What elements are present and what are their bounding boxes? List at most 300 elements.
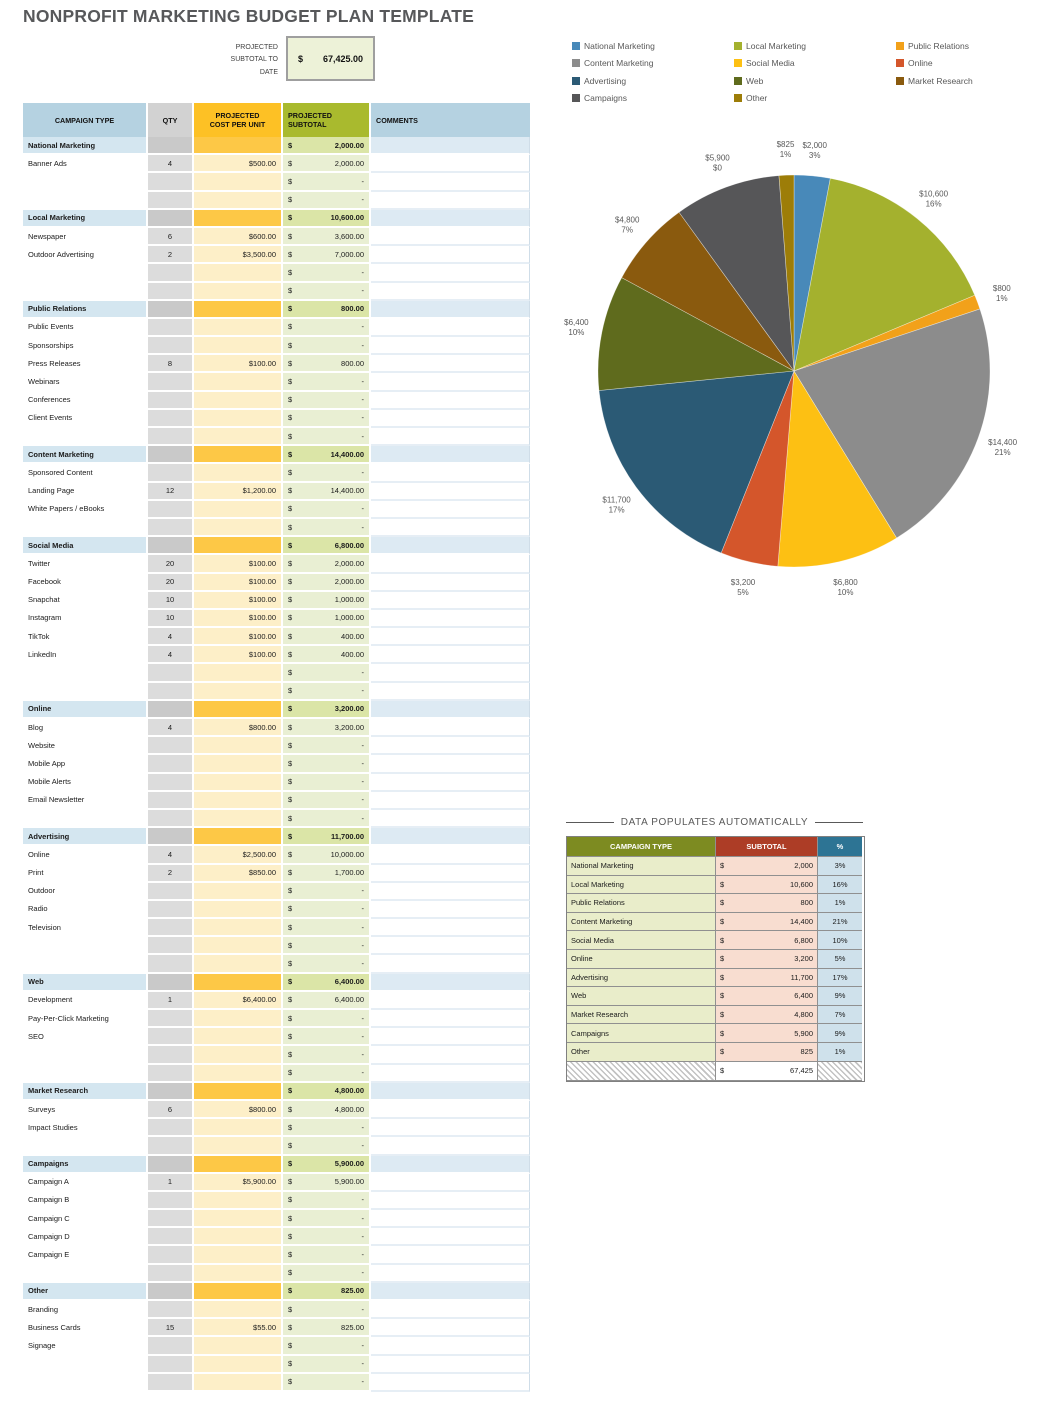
campaign-type-cell[interactable]: Other: [23, 1283, 148, 1301]
subtotal-cell[interactable]: [283, 446, 371, 464]
comments-cell[interactable]: [371, 464, 530, 482]
cost-per-unit-cell[interactable]: [194, 1119, 283, 1137]
comments-cell[interactable]: [371, 883, 530, 901]
cost-per-unit-cell[interactable]: [194, 428, 283, 446]
campaign-type-cell[interactable]: Campaign B: [23, 1192, 148, 1210]
campaign-type-cell[interactable]: Branding: [23, 1301, 148, 1319]
subtotal-cell[interactable]: [283, 664, 371, 682]
cost-per-unit-cell[interactable]: [194, 137, 283, 155]
cost-per-unit-cell[interactable]: $100.00: [194, 574, 283, 592]
subtotal-cell[interactable]: [283, 137, 371, 155]
subtotal-cell[interactable]: [283, 410, 371, 428]
cost-per-unit-cell[interactable]: [194, 1010, 283, 1028]
subtotal-cell[interactable]: [283, 1265, 371, 1283]
comments-cell[interactable]: [371, 1137, 530, 1155]
qty-cell[interactable]: [148, 446, 194, 464]
cost-per-unit-cell[interactable]: $800.00: [194, 1101, 283, 1119]
qty-cell[interactable]: [148, 737, 194, 755]
campaign-type-cell[interactable]: Landing Page: [23, 483, 148, 501]
subtotal-cell[interactable]: [283, 301, 371, 319]
comments-cell[interactable]: [371, 246, 530, 264]
campaign-type-cell[interactable]: Newspaper: [23, 228, 148, 246]
qty-cell[interactable]: [148, 1046, 194, 1064]
campaign-type-cell[interactable]: Outdoor: [23, 883, 148, 901]
qty-cell[interactable]: [148, 1083, 194, 1101]
comments-cell[interactable]: [371, 392, 530, 410]
header-subtotal[interactable]: PROJECTED SUBTOTAL: [283, 103, 371, 137]
subtotal-cell[interactable]: [283, 974, 371, 992]
subtotal-cell[interactable]: [283, 228, 371, 246]
comments-cell[interactable]: [371, 628, 530, 646]
qty-cell[interactable]: [148, 264, 194, 282]
cost-per-unit-cell[interactable]: [194, 1374, 283, 1392]
campaign-type-cell[interactable]: Outdoor Advertising: [23, 246, 148, 264]
cost-per-unit-cell[interactable]: [194, 1137, 283, 1155]
qty-cell[interactable]: [148, 683, 194, 701]
cost-per-unit-cell[interactable]: $500.00: [194, 155, 283, 173]
campaign-type-cell[interactable]: [23, 1046, 148, 1064]
comments-cell[interactable]: [371, 373, 530, 391]
comments-cell[interactable]: [371, 1337, 530, 1355]
subtotal-cell[interactable]: [283, 464, 371, 482]
subtotal-cell[interactable]: [283, 355, 371, 373]
cost-per-unit-cell[interactable]: $800.00: [194, 719, 283, 737]
comments-cell[interactable]: [371, 646, 530, 664]
header-qty[interactable]: QTY: [148, 103, 194, 137]
campaign-type-cell[interactable]: [23, 428, 148, 446]
qty-cell[interactable]: [148, 1265, 194, 1283]
qty-cell[interactable]: [148, 319, 194, 337]
cost-per-unit-cell[interactable]: $100.00: [194, 646, 283, 664]
campaign-type-cell[interactable]: Blog: [23, 719, 148, 737]
comments-cell[interactable]: [371, 1119, 530, 1137]
subtotal-cell[interactable]: [283, 719, 371, 737]
comments-cell[interactable]: [371, 1301, 530, 1319]
subtotal-cell[interactable]: [283, 992, 371, 1010]
campaign-type-cell[interactable]: Local Marketing: [23, 210, 148, 228]
campaign-type-cell[interactable]: Business Cards: [23, 1319, 148, 1337]
comments-cell[interactable]: [371, 519, 530, 537]
cost-per-unit-cell[interactable]: [194, 1046, 283, 1064]
comments-cell[interactable]: [371, 719, 530, 737]
campaign-type-cell[interactable]: Mobile Alerts: [23, 774, 148, 792]
cost-per-unit-cell[interactable]: $1,200.00: [194, 483, 283, 501]
subtotal-cell[interactable]: [283, 1192, 371, 1210]
comments-cell[interactable]: [371, 919, 530, 937]
subtotal-cell[interactable]: [283, 373, 371, 391]
campaign-type-cell[interactable]: Content Marketing: [23, 446, 148, 464]
qty-cell[interactable]: [148, 774, 194, 792]
cost-per-unit-cell[interactable]: [194, 210, 283, 228]
campaign-type-cell[interactable]: Webinars: [23, 373, 148, 391]
cost-per-unit-cell[interactable]: [194, 410, 283, 428]
comments-cell[interactable]: [371, 955, 530, 973]
comments-cell[interactable]: [371, 1319, 530, 1337]
cost-per-unit-cell[interactable]: [194, 901, 283, 919]
subtotal-cell[interactable]: [283, 192, 371, 210]
campaign-type-cell[interactable]: Banner Ads: [23, 155, 148, 173]
qty-cell[interactable]: [148, 519, 194, 537]
subtotal-cell[interactable]: [283, 1101, 371, 1119]
comments-cell[interactable]: [371, 537, 530, 555]
qty-cell[interactable]: 4: [148, 646, 194, 664]
comments-cell[interactable]: [371, 301, 530, 319]
campaign-type-cell[interactable]: [23, 955, 148, 973]
projected-subtotal-box[interactable]: [286, 36, 375, 81]
subtotal-cell[interactable]: [283, 919, 371, 937]
cost-per-unit-cell[interactable]: [194, 519, 283, 537]
subtotal-cell[interactable]: [283, 1337, 371, 1355]
subtotal-cell[interactable]: [283, 828, 371, 846]
comments-cell[interactable]: [371, 701, 530, 719]
subtotal-cell[interactable]: [283, 901, 371, 919]
campaign-type-cell[interactable]: Pay-Per-Click Marketing: [23, 1010, 148, 1028]
subtotal-cell[interactable]: [283, 1010, 371, 1028]
cost-per-unit-cell[interactable]: $600.00: [194, 228, 283, 246]
campaign-type-cell[interactable]: Web: [23, 974, 148, 992]
cost-per-unit-cell[interactable]: [194, 373, 283, 391]
qty-cell[interactable]: [148, 1137, 194, 1155]
campaign-type-cell[interactable]: Advertising: [23, 828, 148, 846]
campaign-type-cell[interactable]: Sponsorships: [23, 337, 148, 355]
qty-cell[interactable]: 4: [148, 155, 194, 173]
comments-cell[interactable]: [371, 228, 530, 246]
campaign-type-cell[interactable]: Facebook: [23, 574, 148, 592]
qty-cell[interactable]: [148, 792, 194, 810]
comments-cell[interactable]: [371, 337, 530, 355]
cost-per-unit-cell[interactable]: [194, 683, 283, 701]
comments-cell[interactable]: [371, 737, 530, 755]
cost-per-unit-cell[interactable]: [194, 537, 283, 555]
campaign-type-cell[interactable]: Impact Studies: [23, 1119, 148, 1137]
subtotal-cell[interactable]: [283, 1046, 371, 1064]
campaign-type-cell[interactable]: [23, 1356, 148, 1374]
cost-per-unit-cell[interactable]: [194, 301, 283, 319]
comments-cell[interactable]: [371, 755, 530, 773]
header-campaign-type[interactable]: CAMPAIGN TYPE: [23, 103, 148, 137]
subtotal-cell[interactable]: [283, 574, 371, 592]
campaign-type-cell[interactable]: Television: [23, 919, 148, 937]
comments-cell[interactable]: [371, 1010, 530, 1028]
subtotal-cell[interactable]: [283, 1283, 371, 1301]
campaign-type-cell[interactable]: [23, 664, 148, 682]
qty-cell[interactable]: 1: [148, 1174, 194, 1192]
comments-cell[interactable]: [371, 1156, 530, 1174]
qty-cell[interactable]: [148, 428, 194, 446]
cost-per-unit-cell[interactable]: [194, 792, 283, 810]
campaign-type-cell[interactable]: Social Media: [23, 537, 148, 555]
subtotal-cell[interactable]: [283, 210, 371, 228]
qty-cell[interactable]: [148, 919, 194, 937]
qty-cell[interactable]: [148, 1301, 194, 1319]
subtotal-cell[interactable]: [283, 1065, 371, 1083]
comments-cell[interactable]: [371, 1283, 530, 1301]
qty-cell[interactable]: 2: [148, 865, 194, 883]
campaign-type-cell[interactable]: Campaign D: [23, 1228, 148, 1246]
cost-per-unit-cell[interactable]: $100.00: [194, 355, 283, 373]
subtotal-cell[interactable]: [283, 937, 371, 955]
subtotal-cell[interactable]: [283, 810, 371, 828]
comments-cell[interactable]: [371, 992, 530, 1010]
subtotal-cell[interactable]: [283, 428, 371, 446]
campaign-type-cell[interactable]: Public Relations: [23, 301, 148, 319]
cost-per-unit-cell[interactable]: [194, 173, 283, 191]
campaign-type-cell[interactable]: Online: [23, 846, 148, 864]
qty-cell[interactable]: [148, 392, 194, 410]
qty-cell[interactable]: [148, 1065, 194, 1083]
cost-per-unit-cell[interactable]: [194, 974, 283, 992]
cost-per-unit-cell[interactable]: [194, 392, 283, 410]
subtotal-cell[interactable]: [283, 519, 371, 537]
subtotal-cell[interactable]: [283, 537, 371, 555]
campaign-type-cell[interactable]: Twitter: [23, 555, 148, 573]
comments-cell[interactable]: [371, 1374, 530, 1392]
qty-cell[interactable]: [148, 1228, 194, 1246]
qty-cell[interactable]: [148, 1192, 194, 1210]
cost-per-unit-cell[interactable]: $55.00: [194, 1319, 283, 1337]
qty-cell[interactable]: [148, 883, 194, 901]
qty-cell[interactable]: [148, 810, 194, 828]
cost-per-unit-cell[interactable]: [194, 1065, 283, 1083]
campaign-type-cell[interactable]: Public Events: [23, 319, 148, 337]
header-comments[interactable]: COMMENTS: [371, 103, 530, 137]
cost-per-unit-cell[interactable]: [194, 501, 283, 519]
subtotal-cell[interactable]: [283, 483, 371, 501]
subtotal-cell[interactable]: [283, 792, 371, 810]
campaign-type-cell[interactable]: Online: [23, 701, 148, 719]
comments-cell[interactable]: [371, 1356, 530, 1374]
campaign-type-cell[interactable]: Campaign A: [23, 1174, 148, 1192]
comments-cell[interactable]: [371, 1174, 530, 1192]
comments-cell[interactable]: [371, 592, 530, 610]
qty-cell[interactable]: 10: [148, 592, 194, 610]
comments-cell[interactable]: [371, 319, 530, 337]
subtotal-cell[interactable]: [283, 283, 371, 301]
cost-per-unit-cell[interactable]: [194, 701, 283, 719]
qty-cell[interactable]: 10: [148, 610, 194, 628]
campaign-type-cell[interactable]: Sponsored Content: [23, 464, 148, 482]
campaign-type-cell[interactable]: [23, 683, 148, 701]
subtotal-cell[interactable]: [283, 246, 371, 264]
campaign-type-cell[interactable]: [23, 519, 148, 537]
qty-cell[interactable]: [148, 937, 194, 955]
campaign-type-cell[interactable]: [23, 937, 148, 955]
comments-cell[interactable]: [371, 865, 530, 883]
comments-cell[interactable]: [371, 1192, 530, 1210]
comments-cell[interactable]: [371, 264, 530, 282]
campaign-type-cell[interactable]: [23, 1374, 148, 1392]
qty-cell[interactable]: [148, 955, 194, 973]
campaign-type-cell[interactable]: [23, 810, 148, 828]
comments-cell[interactable]: [371, 555, 530, 573]
qty-cell[interactable]: [148, 173, 194, 191]
qty-cell[interactable]: [148, 501, 194, 519]
cost-per-unit-cell[interactable]: [194, 1246, 283, 1264]
cost-per-unit-cell[interactable]: [194, 1228, 283, 1246]
qty-cell[interactable]: [148, 974, 194, 992]
qty-cell[interactable]: 4: [148, 719, 194, 737]
qty-cell[interactable]: [148, 1119, 194, 1137]
subtotal-cell[interactable]: [283, 173, 371, 191]
campaign-type-cell[interactable]: [23, 1065, 148, 1083]
campaign-type-cell[interactable]: Snapchat: [23, 592, 148, 610]
campaign-type-cell[interactable]: [23, 1137, 148, 1155]
cost-per-unit-cell[interactable]: $3,500.00: [194, 246, 283, 264]
subtotal-cell[interactable]: [283, 865, 371, 883]
qty-cell[interactable]: [148, 828, 194, 846]
subtotal-cell[interactable]: [283, 755, 371, 773]
comments-cell[interactable]: [371, 428, 530, 446]
campaign-type-cell[interactable]: Print: [23, 865, 148, 883]
comments-cell[interactable]: [371, 137, 530, 155]
campaign-type-cell[interactable]: [23, 264, 148, 282]
campaign-type-cell[interactable]: Campaign C: [23, 1210, 148, 1228]
cost-per-unit-cell[interactable]: [194, 1337, 283, 1355]
campaign-type-cell[interactable]: Client Events: [23, 410, 148, 428]
qty-cell[interactable]: [148, 1246, 194, 1264]
qty-cell[interactable]: [148, 1010, 194, 1028]
cost-per-unit-cell[interactable]: [194, 883, 283, 901]
subtotal-cell[interactable]: [283, 1228, 371, 1246]
qty-cell[interactable]: 12: [148, 483, 194, 501]
qty-cell[interactable]: [148, 137, 194, 155]
qty-cell[interactable]: [148, 283, 194, 301]
campaign-type-cell[interactable]: Development: [23, 992, 148, 1010]
campaign-type-cell[interactable]: Radio: [23, 901, 148, 919]
comments-cell[interactable]: [371, 1046, 530, 1064]
comments-cell[interactable]: [371, 446, 530, 464]
qty-cell[interactable]: 6: [148, 1101, 194, 1119]
qty-cell[interactable]: 6: [148, 228, 194, 246]
cost-per-unit-cell[interactable]: [194, 337, 283, 355]
cost-per-unit-cell[interactable]: [194, 1083, 283, 1101]
qty-cell[interactable]: 8: [148, 355, 194, 373]
cost-per-unit-cell[interactable]: [194, 810, 283, 828]
cost-per-unit-cell[interactable]: [194, 828, 283, 846]
subtotal-cell[interactable]: [283, 1156, 371, 1174]
cost-per-unit-cell[interactable]: $2,500.00: [194, 846, 283, 864]
qty-cell[interactable]: 4: [148, 846, 194, 864]
comments-cell[interactable]: [371, 173, 530, 191]
campaign-type-cell[interactable]: Email Newsletter: [23, 792, 148, 810]
comments-cell[interactable]: [371, 828, 530, 846]
cost-per-unit-cell[interactable]: [194, 1028, 283, 1046]
qty-cell[interactable]: [148, 1028, 194, 1046]
comments-cell[interactable]: [371, 410, 530, 428]
subtotal-cell[interactable]: [283, 646, 371, 664]
subtotal-cell[interactable]: [283, 1137, 371, 1155]
cost-per-unit-cell[interactable]: [194, 919, 283, 937]
qty-cell[interactable]: [148, 337, 194, 355]
subtotal-cell[interactable]: [283, 774, 371, 792]
campaign-type-cell[interactable]: Surveys: [23, 1101, 148, 1119]
comments-cell[interactable]: [371, 937, 530, 955]
comments-cell[interactable]: [371, 1210, 530, 1228]
qty-cell[interactable]: 20: [148, 555, 194, 573]
campaign-type-cell[interactable]: Market Research: [23, 1083, 148, 1101]
cost-per-unit-cell[interactable]: [194, 264, 283, 282]
subtotal-cell[interactable]: [283, 883, 371, 901]
subtotal-cell[interactable]: [283, 501, 371, 519]
cost-per-unit-cell[interactable]: [194, 755, 283, 773]
comments-cell[interactable]: [371, 155, 530, 173]
comments-cell[interactable]: [371, 501, 530, 519]
campaign-type-cell[interactable]: Press Releases: [23, 355, 148, 373]
campaign-type-cell[interactable]: White Papers / eBooks: [23, 501, 148, 519]
campaign-type-cell[interactable]: National Marketing: [23, 137, 148, 155]
cost-per-unit-cell[interactable]: $100.00: [194, 555, 283, 573]
subtotal-cell[interactable]: [283, 155, 371, 173]
comments-cell[interactable]: [371, 1028, 530, 1046]
cost-per-unit-cell[interactable]: $100.00: [194, 610, 283, 628]
comments-cell[interactable]: [371, 1083, 530, 1101]
campaign-type-cell[interactable]: Instagram: [23, 610, 148, 628]
cost-per-unit-cell[interactable]: [194, 319, 283, 337]
campaign-type-cell[interactable]: SEO: [23, 1028, 148, 1046]
qty-cell[interactable]: 1: [148, 992, 194, 1010]
cost-per-unit-cell[interactable]: [194, 446, 283, 464]
comments-cell[interactable]: [371, 1101, 530, 1119]
subtotal-cell[interactable]: [283, 628, 371, 646]
comments-cell[interactable]: [371, 1065, 530, 1083]
header-cost-per-unit[interactable]: PROJECTED COST PER UNIT: [194, 103, 283, 137]
cost-per-unit-cell[interactable]: [194, 937, 283, 955]
cost-per-unit-cell[interactable]: $850.00: [194, 865, 283, 883]
campaign-type-cell[interactable]: [23, 283, 148, 301]
qty-cell[interactable]: [148, 1337, 194, 1355]
campaign-type-cell[interactable]: Website: [23, 737, 148, 755]
subtotal-cell[interactable]: [283, 592, 371, 610]
campaign-type-cell[interactable]: Mobile App: [23, 755, 148, 773]
subtotal-cell[interactable]: [283, 1083, 371, 1101]
comments-cell[interactable]: [371, 774, 530, 792]
qty-cell[interactable]: [148, 301, 194, 319]
qty-cell[interactable]: [148, 755, 194, 773]
qty-cell[interactable]: [148, 901, 194, 919]
comments-cell[interactable]: [371, 355, 530, 373]
comments-cell[interactable]: [371, 846, 530, 864]
subtotal-cell[interactable]: [283, 955, 371, 973]
subtotal-cell[interactable]: [283, 392, 371, 410]
campaign-type-cell[interactable]: Campaign E: [23, 1246, 148, 1264]
subtotal-cell[interactable]: [283, 1119, 371, 1137]
qty-cell[interactable]: 4: [148, 628, 194, 646]
qty-cell[interactable]: [148, 192, 194, 210]
subtotal-cell[interactable]: [283, 683, 371, 701]
cost-per-unit-cell[interactable]: [194, 955, 283, 973]
subtotal-cell[interactable]: [283, 337, 371, 355]
qty-cell[interactable]: 20: [148, 574, 194, 592]
qty-cell[interactable]: [148, 1156, 194, 1174]
qty-cell[interactable]: [148, 537, 194, 555]
subtotal-cell[interactable]: [283, 737, 371, 755]
cost-per-unit-cell[interactable]: [194, 1283, 283, 1301]
subtotal-cell[interactable]: [283, 1210, 371, 1228]
campaign-type-cell[interactable]: [23, 173, 148, 191]
comments-cell[interactable]: [371, 283, 530, 301]
qty-cell[interactable]: [148, 373, 194, 391]
cost-per-unit-cell[interactable]: [194, 1301, 283, 1319]
qty-cell[interactable]: [148, 1374, 194, 1392]
qty-cell[interactable]: [148, 701, 194, 719]
comments-cell[interactable]: [371, 664, 530, 682]
campaign-type-cell[interactable]: LinkedIn: [23, 646, 148, 664]
subtotal-cell[interactable]: [283, 1301, 371, 1319]
comments-cell[interactable]: [371, 574, 530, 592]
cost-per-unit-cell[interactable]: $100.00: [194, 628, 283, 646]
cost-per-unit-cell[interactable]: [194, 192, 283, 210]
comments-cell[interactable]: [371, 792, 530, 810]
